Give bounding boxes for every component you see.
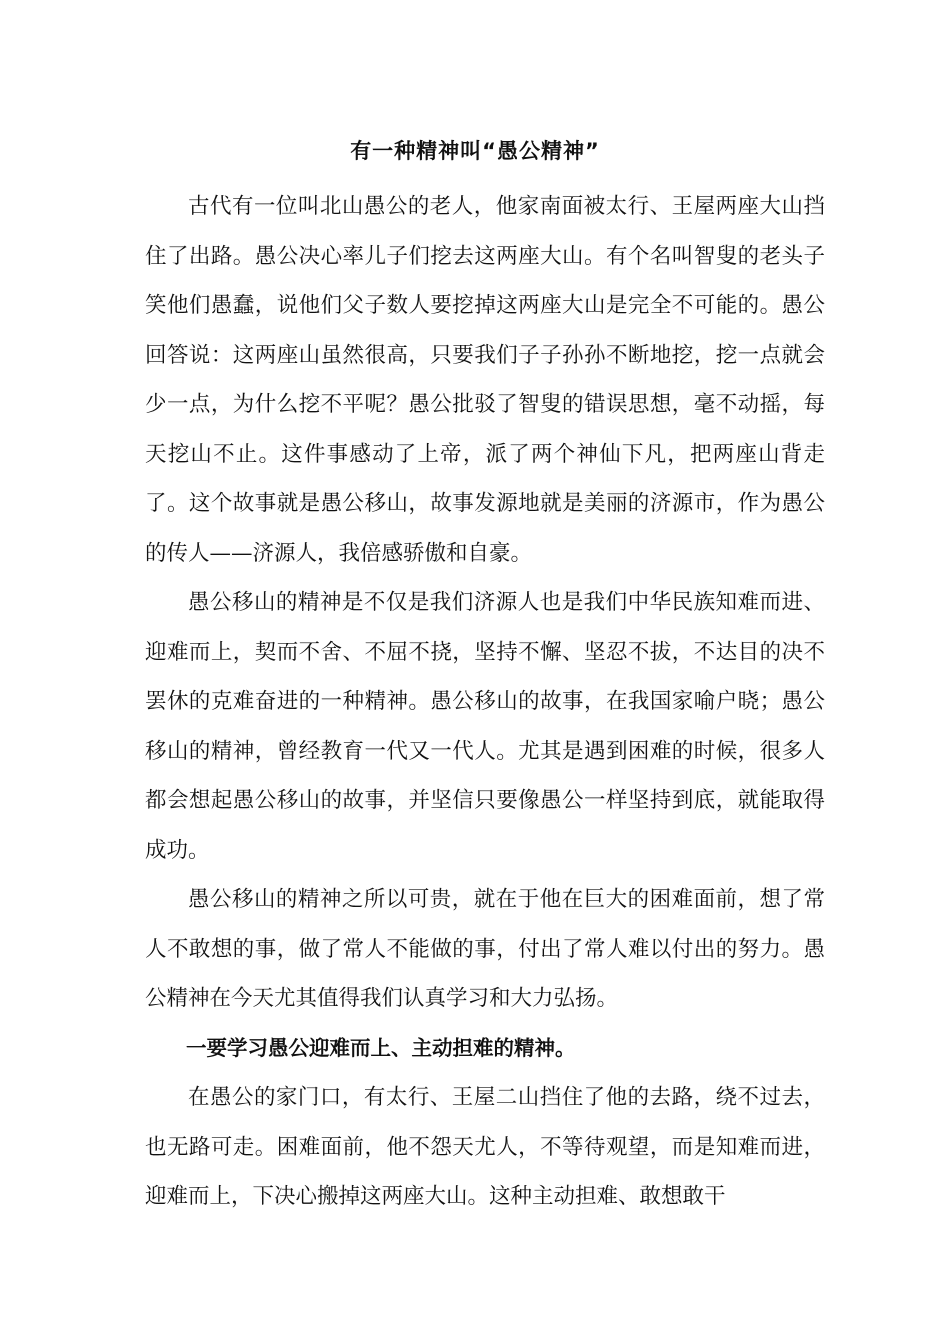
paragraph-3: 愚公移山的精神之所以可贵，就在于他在巨大的困难面前，想了常人不敢想的事，做了常人不能做的事，付出了常人难以付出的努力。愚公精神在今天尤其值得我们认真学习和大力弘扬。: [145, 887, 825, 1011]
document-body: [145, 182, 825, 1222]
section-heading: 一要学习愚公迎难而上、主动担难的精神。: [186, 1035, 576, 1060]
section-paragraph: 在愚公的家门口，有太行、王屋二山挡住了他的去路，绕不过去，也无路可走。困难面前，他不怨天尤人，不等待观望，而是知难而进，迎难而上，下决心搬掉这两座大山。这种主动担难、敢想敢干: [145, 1085, 825, 1209]
paragraph-1: 古代有一位叫北山愚公的老人，他家南面被太行、王屋两座大山挡住了出路。愚公决心率儿子们挖去这两座大山。有个名叫智叟的老头子笑他们愚蠢，说他们父子数人要挖掉这两座大山是完全不可能的。愚公回答说：这两座山虽然很高，只要我们子子孙孙不断地挖，挖一点就会少一点，为什么挖不平呢？愚公批驳了智叟的错误思想，毫不动摇，每天挖山不止。这件事感动了上帝，派了两个神仙下凡，把两座山背走了。这个故事就是愚公移山，故事发源地就是美丽的济源市，作为愚公的传人——济源人，我倍感骄傲和自豪。: [145, 194, 825, 566]
document-title: 有一种精神叫“愚公精神”: [350, 139, 600, 163]
paragraph-2: 愚公移山的精神是不仅是我们济源人也是我们中华民族知难而进、迎难而上，契而不舍、不屈不挠，坚持不懈、坚忍不拔，不达目的决不罢休的克难奋进的一种精神。愚公移山的故事，在我国家喻户晓；愚公移山的精神，曾经教育一代又一代人。尤其是遇到困难的时候，很多人都会想起愚公移山的故事，并坚信只要像愚公一样坚持到底，就能取得成功。: [145, 590, 825, 863]
